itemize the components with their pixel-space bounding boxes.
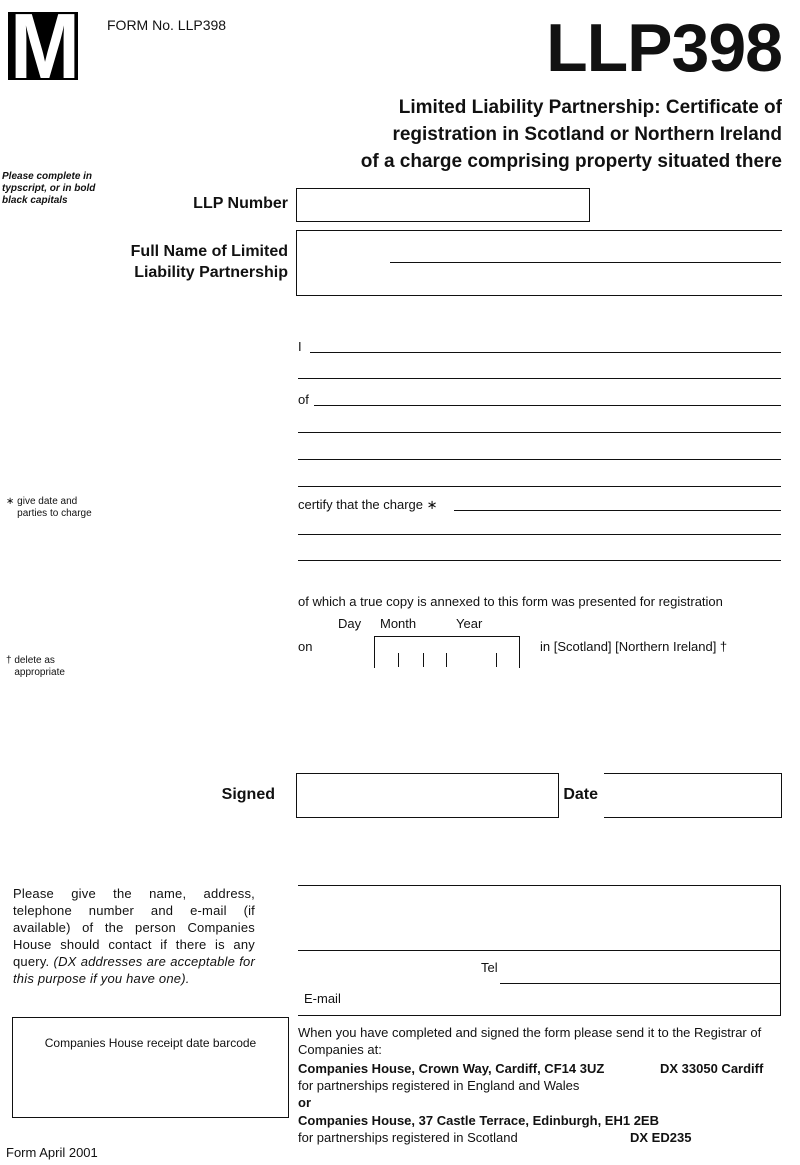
delete-note <box>6 655 86 679</box>
charge-line-1[interactable] <box>454 510 781 511</box>
date-grid-divider <box>496 653 497 667</box>
contact-instruction-text: Please give the name, address, telephone number and e-mail (if available) of the person Companies House should contact if there is any query. <box>13 886 255 969</box>
complete-instructions-note: Please complete in typscript, or in bold black capitals <box>2 171 96 206</box>
edinburgh-dx: DX ED235 <box>630 1130 692 1145</box>
certify-label: certify that the charge ∗ <box>298 497 438 512</box>
send-instructions: When you have completed and signed the form please send it to the Registrar of Companies at: <box>298 1025 762 1057</box>
cardiff-dx: DX 33050 Cardiff <box>660 1061 764 1076</box>
date-parties-note <box>6 496 116 520</box>
address-line-3[interactable] <box>298 459 781 460</box>
full-name-inner-line <box>390 262 781 263</box>
address-line-1[interactable] <box>314 405 781 406</box>
name-line-1[interactable] <box>310 352 781 353</box>
contact-line-1[interactable] <box>298 885 781 886</box>
year-label: Year <box>456 616 483 631</box>
charge-line-3[interactable] <box>298 560 781 561</box>
name-line-2[interactable] <box>298 378 781 379</box>
form-logo-m: M <box>8 12 78 80</box>
title-line-1: Limited Liability Partnership: Certificate of <box>398 97 782 118</box>
on-label: on <box>298 639 313 654</box>
asterisk-symbol: ∗ <box>6 496 15 507</box>
address-line-4[interactable] <box>298 486 781 487</box>
receipt-barcode-box <box>12 1017 289 1118</box>
full-name-label-line-1: Full Name of Limited <box>130 243 288 260</box>
delete-note-text: delete as appropriate <box>14 655 65 678</box>
llp-number-label: LLP Number <box>193 195 288 212</box>
contact-instruction-dx-note: (DX addresses are acceptable for this purpose if you have one). <box>13 954 256 986</box>
cardiff-scope: for partnerships registered in England and Wales <box>298 1078 580 1093</box>
title-line-3: of a charge comprising property situated there <box>360 151 782 172</box>
day-label: Day <box>338 616 362 631</box>
date-grid-divider <box>446 653 447 667</box>
signature-field[interactable] <box>296 773 559 818</box>
or-separator: or <box>298 1095 311 1110</box>
email-label: E-mail <box>304 991 341 1006</box>
dagger-symbol: † <box>6 655 12 666</box>
llp-number-field[interactable] <box>296 188 590 222</box>
i-label: I <box>298 339 302 354</box>
barcode-label: Companies House receipt date barcode <box>44 1036 257 1050</box>
of-label: of <box>298 392 309 407</box>
charge-line-2[interactable] <box>298 534 781 535</box>
full-name-label-line-2: Liability Partnership <box>134 264 288 281</box>
email-line[interactable] <box>298 1015 781 1016</box>
full-name-label <box>80 241 288 283</box>
signed-date-field[interactable] <box>604 773 782 818</box>
month-label: Month <box>380 616 417 631</box>
title-line-2: registration in Scotland or Northern Ireland <box>392 124 782 145</box>
full-name-field[interactable] <box>296 230 782 296</box>
tel-line[interactable] <box>500 983 781 984</box>
date-grid-divider <box>398 653 399 667</box>
date-label: Date <box>563 786 598 803</box>
contact-line-2[interactable] <box>298 950 781 951</box>
true-copy-text: of which a true copy is annexed to this form was presented for registration <box>298 594 723 609</box>
form-title <box>282 94 782 175</box>
tel-label: Tel <box>481 960 498 975</box>
form-date: Form April 2001 <box>6 1145 98 1160</box>
date-grid-divider <box>423 653 424 667</box>
date-parties-note-text: give date and parties to charge <box>17 496 92 519</box>
form-code-title: LLP398 <box>546 10 782 86</box>
registration-place: in [Scotland] [Northern Ireland] † <box>540 639 728 654</box>
contact-instructions <box>13 885 255 987</box>
form-number: FORM No. LLP398 <box>107 17 227 33</box>
cardiff-address: Companies House, Crown Way, Cardiff, CF14 3UZ <box>298 1061 605 1076</box>
signed-label: Signed <box>221 786 275 803</box>
address-line-2[interactable] <box>298 432 781 433</box>
date-grid[interactable] <box>374 636 520 668</box>
edinburgh-scope: for partnerships registered in Scotland <box>298 1130 518 1145</box>
edinburgh-address: Companies House, 37 Castle Terrace, Edinburgh, EH1 2EB <box>298 1113 659 1128</box>
